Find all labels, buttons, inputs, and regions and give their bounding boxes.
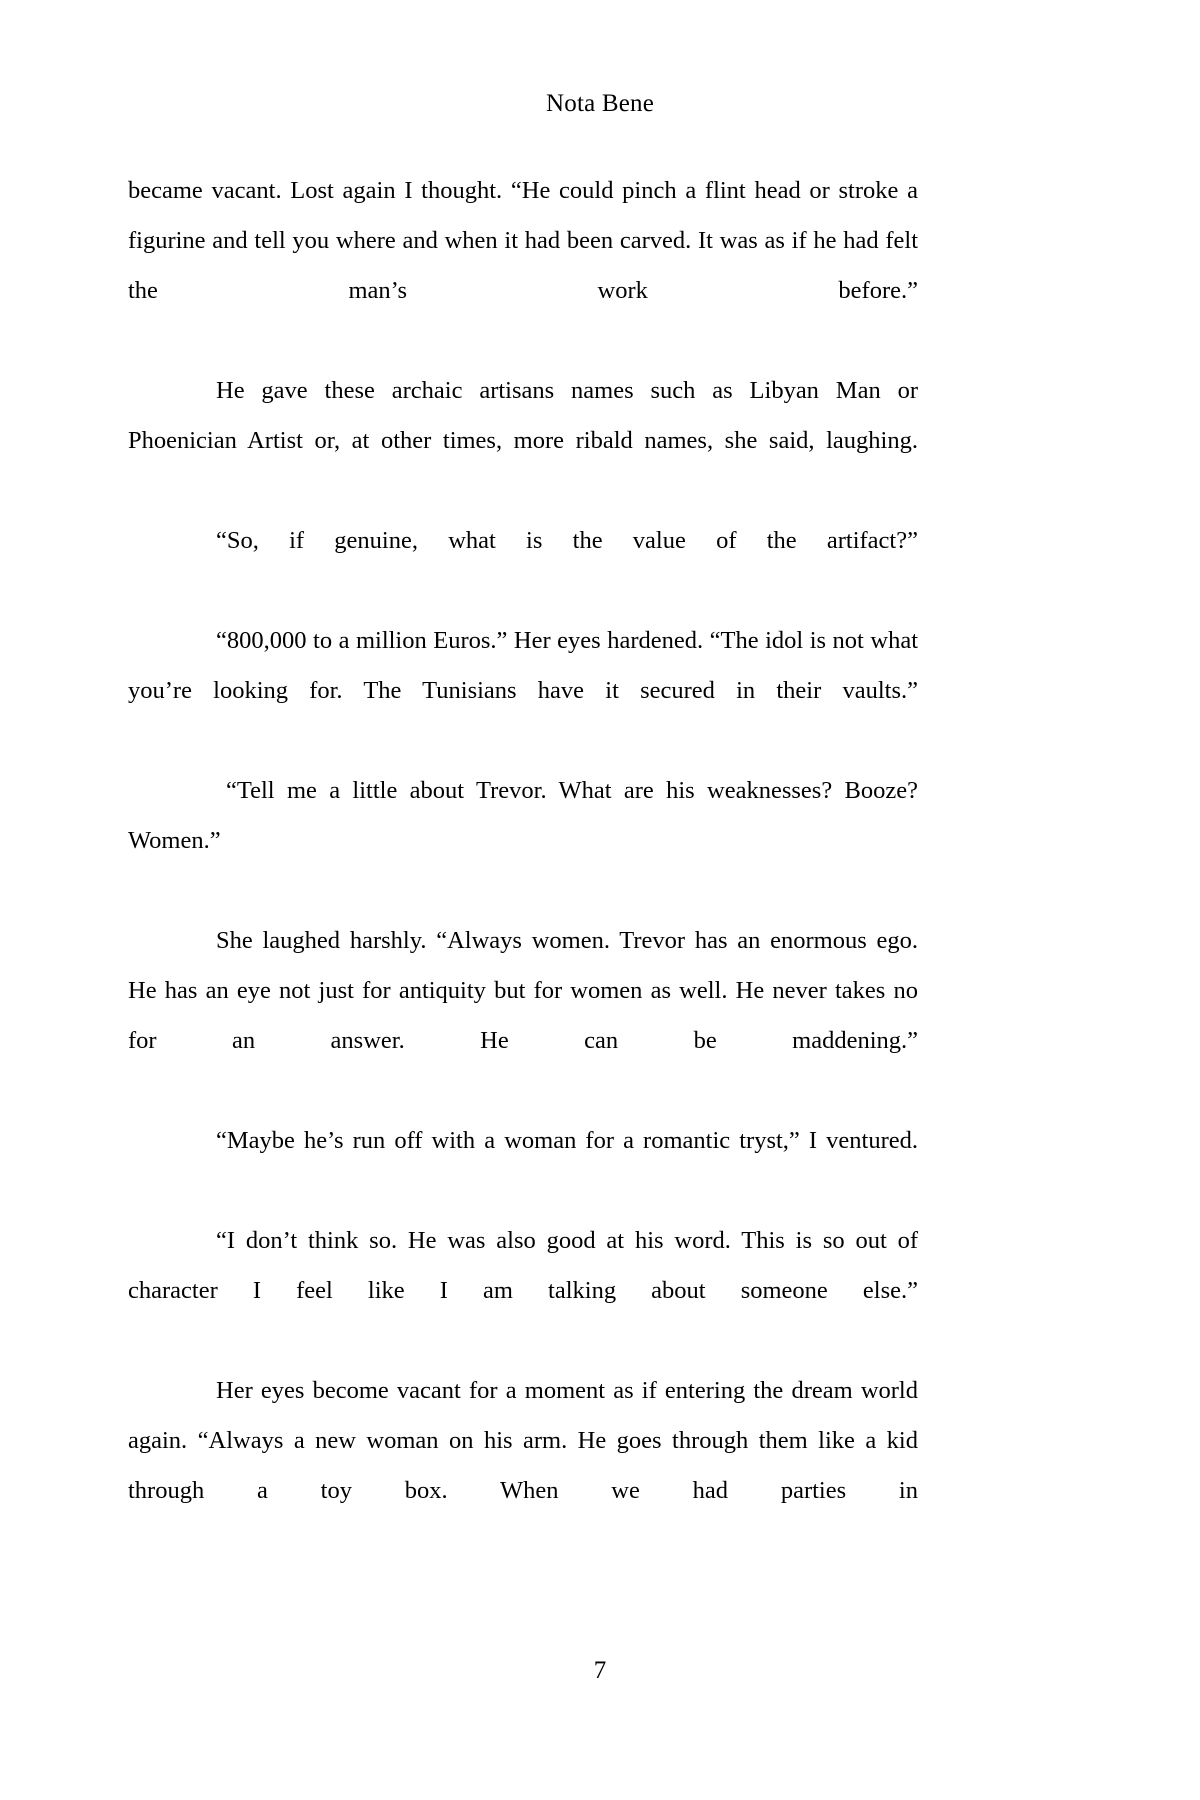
body-paragraph: She laughed harshly. “Always women. Trevor has an enormous ego. He has an eye not just for antiquity but for women as well. He never takes no for an answer. He can be maddening.”: [128, 927, 918, 1054]
body-paragraph: Her eyes become vacant for a moment as if entering the dream world again. “Always a new woman on his arm. He goes through them like a kid through a toy box. When we had parties in: [128, 1377, 918, 1504]
body-paragraph: became vacant. Lost again I thought. “He could pinch a flint head or stroke a figurine and tell you where and when it had been carved. It was as if he had felt the man’s work before.”: [128, 177, 918, 304]
running-head: Nota Bene: [545, 90, 654, 117]
page-number: 7: [593, 1657, 607, 1684]
body-paragraph: He gave these archaic artisans names such as Libyan Man or Phoenician Artist or, at other times, more ribald names, she said, laughing.: [128, 377, 918, 454]
body-paragraph: “Tell me a little about Trevor. What are his weaknesses? Booze? Women.”: [128, 777, 918, 854]
body-text-block: [128, 166, 918, 1566]
body-paragraph: “So, if genuine, what is the value of the artifact?”: [216, 527, 918, 554]
body-paragraph: “I don’t think so. He was also good at his word. This is so out of character I feel like I am talking about someone else.”: [128, 1227, 918, 1304]
body-paragraph: “800,000 to a million Euros.” Her eyes hardened. “The idol is not what you’re looking for. The Tunisians have it secured in their vaults.”: [128, 627, 918, 704]
body-paragraph: “Maybe he’s run off with a woman for a romantic tryst,” I ventured.: [216, 1127, 918, 1154]
